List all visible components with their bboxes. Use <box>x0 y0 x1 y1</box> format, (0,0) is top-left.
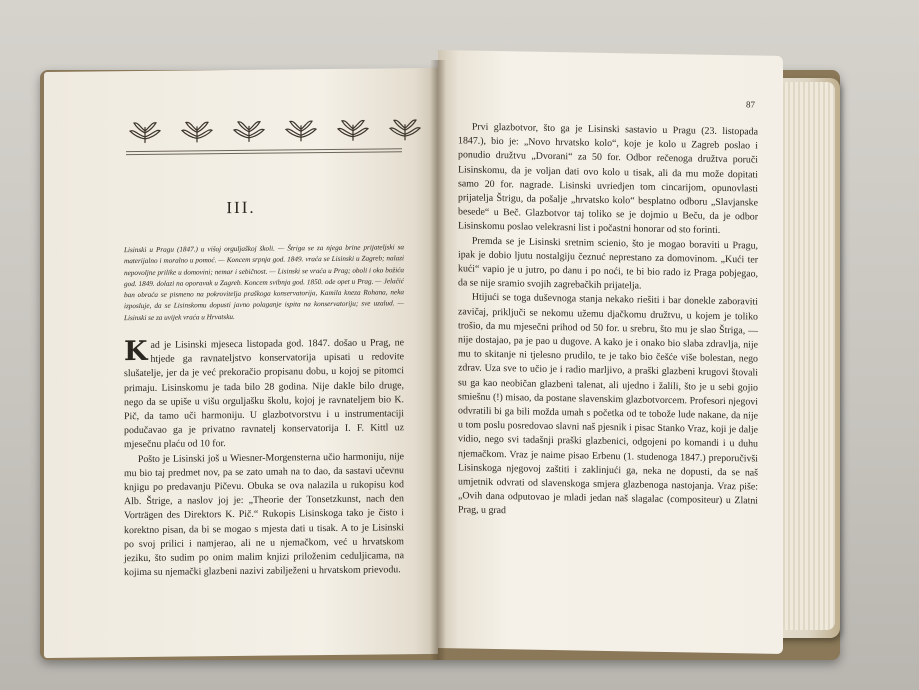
leaf-ornament-icon <box>386 116 424 142</box>
leaf-ornament-icon <box>126 119 164 145</box>
paragraph: Prvi glazbotvor, što ga je Lisinski sastavio u Pragu (23. listopada 1847.), bio je: „Novo hrvatsko kolo“, koje je kolo u Zagreb poslao i ponudio družtvu „Dvorani“ za 50 for. Odbor rečenoga družtva poruči Lisinskomu, da je voljan dati ovo kolo u tisak, ali da mu može dopitati samo 20 for. nagrade. Lisinski uvriedjen tom cincarijom, opunovlasti prijatelja Štrigu, da pošalje „hrvatsko kolo“ besplatno odboru „Slavjanske besede“ u Beč. Glazbotvor taj toliko se je dojmio u Beču, da je odbor Lisinskomu poslao velekrasni list i počastni honorar od sto forinti. <box>458 121 758 237</box>
header-ornament <box>126 116 424 145</box>
header-rule <box>126 151 402 155</box>
paragraph: Pošto je Lisinski još u Wiesner-Morgensterna učio harmoniju, nije mu bio taj predmet nov, pa se zato umah na to dao, da sastavi učevnu knjigu po predavanju Pičevu. Obuka se ova nalazila u rukopisu kod Alb. Štrige, a naslov joj je: „Theorie der Tonsetzkunst, nach den Vorträgen des Direktors K. Pič.“ Rukopis Lisinskoga takо je čisto i korektno pisan, da bi se mogao s mjesta dati u tisak. A to je Lisinski po svoj prilici i namjerao, ali ne u njemačkom, već u hrvatskom jeziku, što sudim po onim malim knjizi priloženim ceduljicama, na kojima su njemački glazbeni nazivi zabilježeni u hrvatskom prievodu. <box>124 450 404 579</box>
paragraph: Premda se je Lisinski sretnim scienio, što je mogao boraviti u Pragu, ipak je dobio ljutu nostalgiju čeznuć neprestano za domovinom. „Kući ter kući“ vapio je u jutro, po danu i po noći, te bi bio rado iz Praga pobjegao, da se nije sramio svojih zagrebačkih prijatelja. <box>458 235 758 292</box>
chapter-summary <box>124 242 404 324</box>
right-body-text <box>458 120 758 523</box>
drop-cap: K <box>124 335 148 368</box>
page-stack-leaves <box>775 82 835 630</box>
left-page <box>44 68 438 658</box>
leaf-ornament-icon <box>178 118 216 144</box>
chapter-summary-text: Lisinski u Pragu (1847.) u višoj orguljaškoj školi. — Štriga se za njega brine prijateljski sa materijalno i moralno u pomoć. — Koncem srpnja god. 1849. vraća se Lisinski u Zagreb; nalazi nepovoljne prilike u domovini; nemar i sebičnost. — Lisinski se vraća u Prag; oboli i oko božića god. 1849. dolazi na oporavak u Zagreb. Koncem svibnja god. 1850. ode opet u Prag. — Jelačić ban obraća se pismeno na pokrovitelja praškoga konservatorija, Kamila kneza Rohana, neka izposluje, da se Lisinskomu dopusti javno polaganje ispita na konservatoriju; sve uzalud. — Lisinski se za uvijek vraća u Hrvatsku. <box>124 243 404 322</box>
book-gutter <box>430 60 446 660</box>
paragraph: Htijući se toga duševnoga stanja nekako riešiti i bar donekle zaboraviti zavičaj, priključi se nekomu užemu djačkomu družtvu, u kojem je toliko trošio, da mu mjesečni prihod od 50 for. u srebru, što mu je slao Štriga, — nije dostajao, pa je pao u dugove. A kako je i onako bio slaba zdravlja, nije mu to skitanje ni tjelesno prudilo, te je tako bio češće više bolestan, nego zdrav. Uza sve to učio je i radio marljivo, a praški glazbeni krugovi štovali su ga kao neobičan glazbeni talenat, ali ujedno i žalili, što je u sebi gojio smiešnu (!) misao, da postane slavenskim glazbotvorcem. Profesori njegovi odvratili bi ga bili možda umah s početka od te tobože lude nakane, da nije u tom poslu posredovao slavni naš pjesnik i pisac Stanko Vraz, koji je dalje vidio, nego svi tadašnji praški glazbenici, odgojeni po komandi i u duhu njemačkom. Vraz je naime pisao Erbenu (1. studenoga 1847.) preporučivši Lisinskoga njegovoj zaštiti i zaklinjući ga, neka ne dopusti, da se naš umjetnik odvrati od slavenskoga smjera glazbenoga nastojanja. Vraz piše: „Ovih dana odputovao je mladi jedan naš slagalac (compositeur) u Zlatni Prag, u grad <box>458 292 758 517</box>
chapter-number: III. <box>226 197 256 218</box>
leaf-ornament-icon <box>230 118 268 144</box>
page-number: 87 <box>746 99 755 110</box>
left-body-text <box>124 336 404 580</box>
leaf-ornament-icon <box>334 117 372 143</box>
paragraph: Kad je Lisinski mjeseca listopada god. 1847. došao u Prag, ne htjede ga ravnateljstvo konservatorija upisati u redovite slušatelje, jer da je već prekoračio propisanu dobu, u kojoj se pitomci primaju. Lisinskomu je tada bilo 28 godina. Nije dakle bilo druge, nego da se upiše u višu orguljašku školu, kojoj je ravnateljem bio K. Pič, da tamo uči harmoniju. U glazbotvorstvu i u instrumentaciji podučavao ga je privatno ravnatelj konservatorija I. F. Kittl uz mjesečnu plaću od 10 for. <box>124 335 404 451</box>
leaf-ornament-icon <box>282 117 320 143</box>
right-page <box>438 50 783 654</box>
